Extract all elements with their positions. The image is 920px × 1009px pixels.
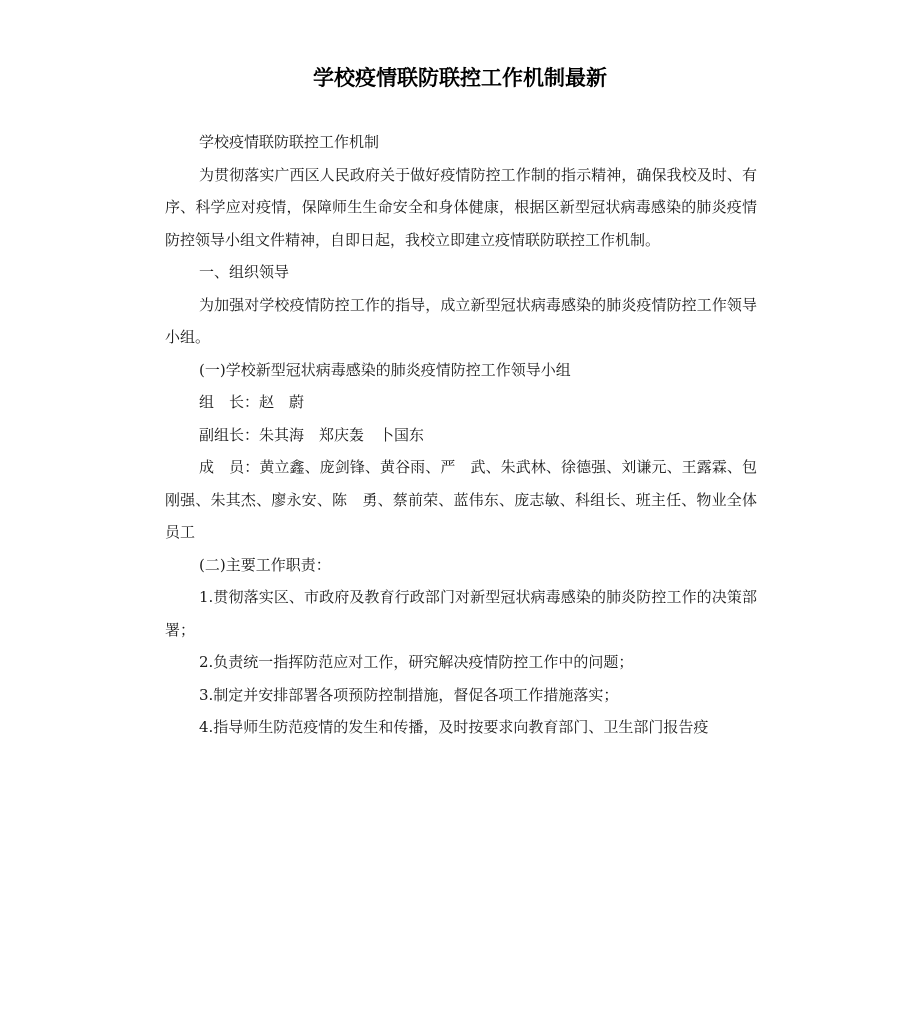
paragraph-deputy-leaders: 副组长：朱其海 郑庆轰 卜国东 bbox=[199, 425, 425, 444]
paragraph-subtitle: 学校疫情联防联控工作机制 bbox=[199, 133, 380, 151]
paragraph-organization: 为加强对学校疫情防控工作的指导，成立新型冠状病毒感染的肺炎疫情防控工作领导小组。 bbox=[165, 295, 757, 346]
paragraph-group-leader: 组 长：赵 蔚 bbox=[199, 393, 305, 411]
document-title: 学校疫情联防联控工作机制最新 bbox=[313, 66, 607, 90]
list-item: 2.负责统一指挥防范应对工作，研究解决疫情防控工作中的问题； bbox=[199, 653, 634, 671]
paragraph-members: 成 员：黄立鑫、庞剑锋、黄谷雨、严 武、朱武林、徐德强、刘谦元、王露霖、包刚强、朱其杰、廖永安、陈 勇、蔡前荣、蓝伟东、庞志敏、科组长、班主任、物业全体员工 bbox=[165, 458, 757, 541]
subsection-heading-leadership-group: (一)学校新型冠状病毒感染的肺炎疫情防控工作领导小组 bbox=[199, 360, 571, 379]
subsection-heading-duties: (二)主要工作职责： bbox=[199, 555, 331, 574]
section-heading-organization: 一、组织领导 bbox=[199, 263, 290, 281]
document-body bbox=[165, 126, 757, 744]
list-item: 1.贯彻落实区、市政府及教育行政部门对新型冠状病毒感染的肺炎防控工作的决策部署； bbox=[165, 588, 757, 639]
paragraph-intro: 为贯彻落实广西区人民政府关于做好疫情防控工作制的指示精神，确保我校及时、有序、科学应对疫情，保障师生生命安全和身体健康，根据区新型冠状病毒感染的肺炎疫情防控领导小组文件精神，自即日起，我校立即建立疫情联防联控工作机制。 bbox=[165, 165, 757, 249]
list-item: 3.制定并安排部署各项预防控制措施，督促各项工作措施落实； bbox=[199, 685, 619, 704]
list-item: 4.指导师生防范疫情的发生和传播，及时按要求向教育部门、卫生部门报告疫 bbox=[199, 718, 709, 736]
